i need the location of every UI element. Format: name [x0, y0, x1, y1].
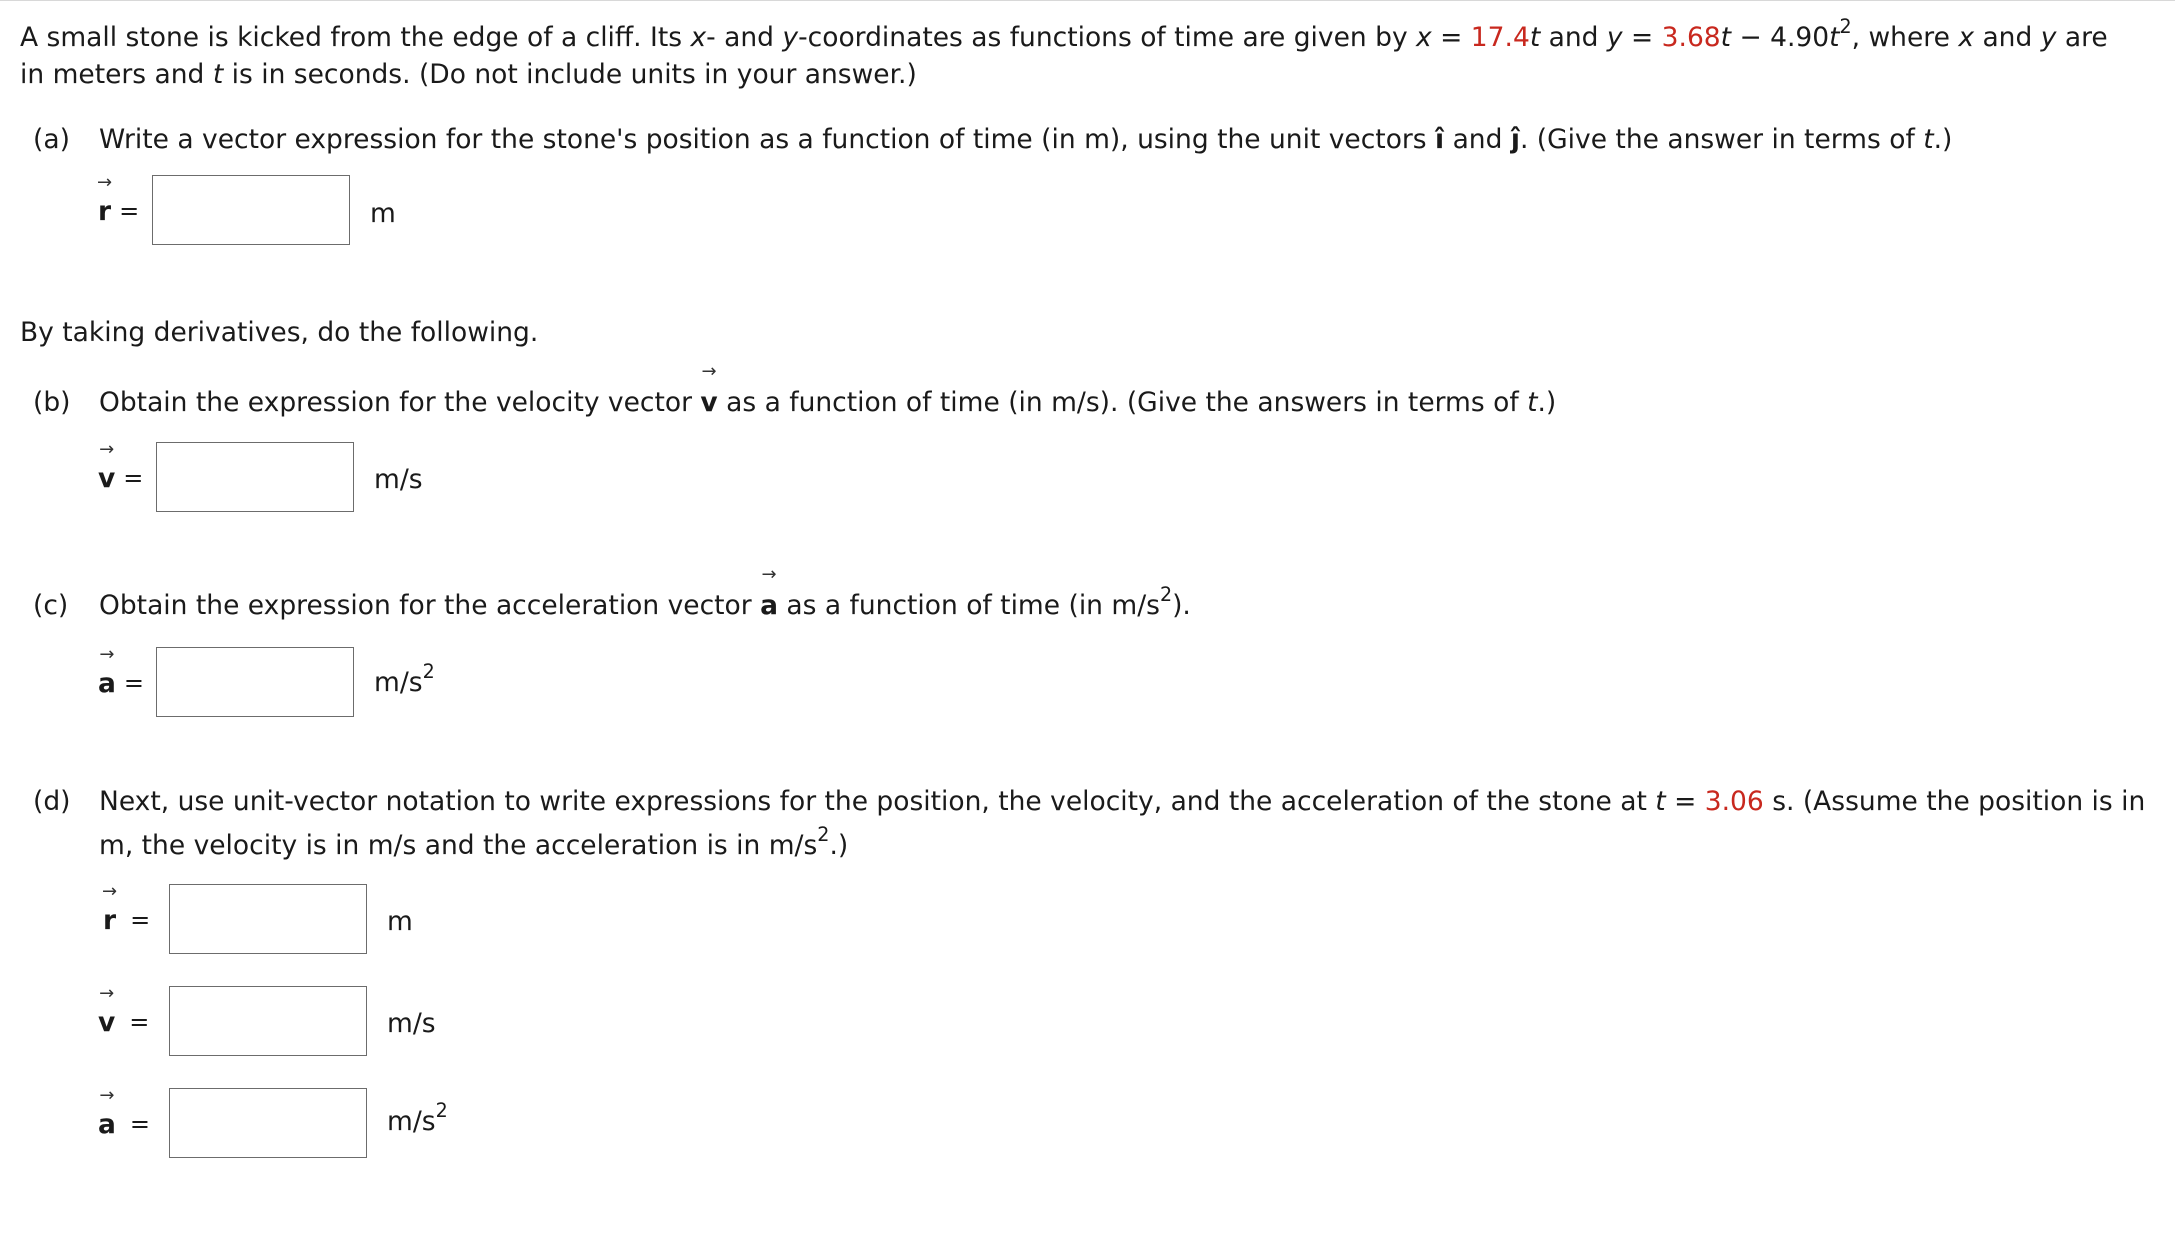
part-d-velocity-row: → v =	[98, 982, 150, 1038]
part-a-position-input[interactable]	[152, 175, 350, 245]
part-d-position-unit: m	[387, 906, 413, 937]
part-d-label: (d)	[33, 786, 71, 817]
vector-arrow-icon: →	[761, 564, 777, 585]
part-a-question: Write a vector expression for the stone's position as a function of time (in m), using the unit vectors î and ĵ. (Give the answer in terms of t.)	[99, 124, 1953, 155]
y-coefficient: 3.68	[1661, 22, 1721, 53]
velocity-vector-symbol: → v	[98, 438, 116, 494]
i-hat-unit-vector: î	[1435, 124, 1445, 155]
part-b-label: (b)	[33, 387, 71, 418]
part-a-unit: m	[370, 198, 396, 229]
vector-arrow-icon: →	[99, 982, 115, 1004]
x-coefficient: 17.4	[1470, 22, 1530, 53]
vector-arrow-icon: →	[701, 361, 717, 382]
part-d-question-line-2: m, the velocity is in m/s and the acceleration is in $m/s^2$.)	[99, 824, 849, 861]
part-d-acceleration-row: → a =	[98, 1084, 150, 1140]
part-b-velocity-input[interactable]	[156, 442, 354, 512]
velocity-vector-symbol: → v	[98, 982, 116, 1038]
part-d-acceleration-unit: $m/s^2$	[387, 1100, 448, 1137]
part-c-acceleration-input[interactable]	[156, 647, 354, 717]
part-b-question: Obtain the expression for the velocity vector → v as a function of time (in m/s). (Give the answers in terms of t.)	[99, 385, 1556, 421]
derivatives-instruction: By taking derivatives, do the following.	[20, 317, 539, 348]
time-value: 3.06	[1704, 786, 1764, 817]
vector-arrow-icon: →	[99, 1084, 115, 1106]
part-d-position-input[interactable]	[169, 884, 367, 954]
vector-arrow-icon: →	[96, 171, 113, 193]
problem-statement-line-2: in meters and t is in seconds. (Do not include units in your answer.)	[20, 59, 917, 90]
part-c-label: (c)	[33, 590, 69, 621]
part-a-answer-row: → r =	[96, 171, 140, 227]
part-d-position-row: → r =	[101, 880, 151, 936]
position-vector-symbol: → r	[101, 880, 118, 936]
position-vector-symbol: → r	[96, 171, 113, 227]
velocity-vector-inline: → v	[700, 361, 718, 418]
part-c-question: Obtain the expression for the acceleration vector → a as a function of time (in $m/s^2$).	[99, 588, 1191, 624]
part-d-velocity-unit: m/s	[387, 1008, 436, 1039]
part-a-label: (a)	[33, 124, 70, 155]
acceleration-vector-symbol: → a	[98, 643, 116, 699]
part-b-unit: m/s	[374, 464, 423, 495]
part-d-acceleration-input[interactable]	[169, 1088, 367, 1158]
problem-statement-line-1: A small stone is kicked from the edge of a cliff. Its x- and y-coordinates as functions of time are given by x = 17.4t and $y = 3.68t - 4.90t^2$, where x and y are	[20, 16, 2108, 53]
vector-arrow-icon: →	[99, 438, 115, 460]
part-c-answer-row: → a =	[98, 643, 144, 699]
acceleration-vector-symbol: → a	[98, 1084, 116, 1140]
j-hat-unit-vector: ĵ	[1510, 124, 1520, 155]
part-d-question-line-1: Next, use unit-vector notation to write expressions for the position, the velocity, and the acceleration of the stone at t = 3.06 s. (Assume the position is in	[99, 786, 2146, 817]
part-b-answer-row: → v =	[98, 438, 144, 494]
acceleration-vector-inline: → a	[760, 564, 778, 621]
part-c-unit: $m/s^2$	[374, 661, 435, 698]
vector-arrow-icon: →	[99, 643, 115, 665]
vector-arrow-icon: →	[101, 880, 118, 902]
part-d-velocity-input[interactable]	[169, 986, 367, 1056]
